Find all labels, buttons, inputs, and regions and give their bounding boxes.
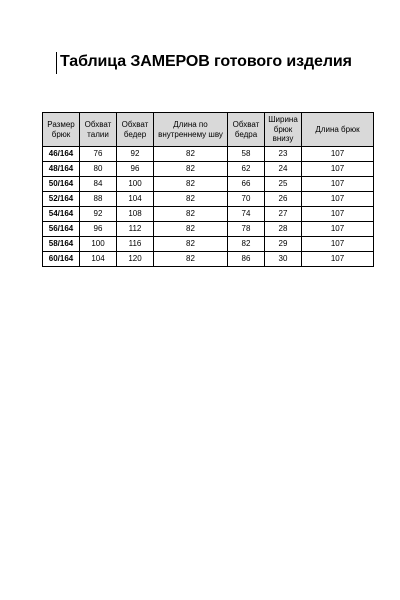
table-row [43,207,374,222]
document-title: Таблица ЗАМЕРОВ готового изделия [60,53,352,70]
cell-size: 52/164 [43,192,80,207]
table-row [43,192,374,207]
cell-hem-width: 28 [265,222,302,237]
table-row [43,147,374,162]
cell-size: 48/164 [43,162,80,177]
cell-hem-width: 23 [265,147,302,162]
cell-size: 54/164 [43,207,80,222]
cell-thigh: 82 [228,237,265,252]
table-row [43,252,374,267]
header-length: Длина брюк [302,113,374,147]
cell-hips: 116 [117,237,154,252]
cell-waist: 104 [80,252,117,267]
cell-hips: 100 [117,177,154,192]
header-inseam: Длина по внутреннему шву [154,113,228,147]
measurements-table [42,112,374,267]
cell-inseam: 82 [154,252,228,267]
cell-thigh: 70 [228,192,265,207]
text-cursor [56,52,57,74]
cell-waist: 96 [80,222,117,237]
table-row [43,237,374,252]
header-waist: Обхват талии [80,113,117,147]
cell-size: 50/164 [43,177,80,192]
header-size: Размер брюк [43,113,80,147]
cell-hem-width: 29 [265,237,302,252]
cell-hips: 120 [117,252,154,267]
cell-length: 107 [302,192,374,207]
cell-inseam: 82 [154,177,228,192]
cell-size: 58/164 [43,237,80,252]
cell-hips: 108 [117,207,154,222]
cell-length: 107 [302,147,374,162]
cell-inseam: 82 [154,222,228,237]
cell-size: 60/164 [43,252,80,267]
cell-thigh: 66 [228,177,265,192]
cell-length: 107 [302,222,374,237]
cell-hips: 104 [117,192,154,207]
cell-waist: 92 [80,207,117,222]
cell-thigh: 58 [228,147,265,162]
cell-inseam: 82 [154,162,228,177]
cell-waist: 76 [80,147,117,162]
table-header-row [43,113,374,147]
table-row [43,177,374,192]
cell-hem-width: 24 [265,162,302,177]
cell-inseam: 82 [154,237,228,252]
cell-waist: 88 [80,192,117,207]
header-thigh: Обхват бедра [228,113,265,147]
cell-size: 46/164 [43,147,80,162]
cell-hem-width: 25 [265,177,302,192]
table-row [43,222,374,237]
cell-length: 107 [302,177,374,192]
cell-length: 107 [302,162,374,177]
cell-hips: 96 [117,162,154,177]
cell-waist: 80 [80,162,117,177]
cell-inseam: 82 [154,192,228,207]
cell-hips: 92 [117,147,154,162]
cell-length: 107 [302,237,374,252]
cell-hem-width: 27 [265,207,302,222]
cell-hem-width: 30 [265,252,302,267]
cell-inseam: 82 [154,147,228,162]
header-hips: Обхват бедер [117,113,154,147]
cell-size: 56/164 [43,222,80,237]
cell-hem-width: 26 [265,192,302,207]
cell-waist: 84 [80,177,117,192]
cell-inseam: 82 [154,207,228,222]
cell-thigh: 86 [228,252,265,267]
cell-length: 107 [302,207,374,222]
header-hem-width: Ширина брюк внизу [265,113,302,147]
cell-thigh: 74 [228,207,265,222]
table-row [43,162,374,177]
cell-length: 107 [302,252,374,267]
cell-thigh: 62 [228,162,265,177]
cell-waist: 100 [80,237,117,252]
cell-hips: 112 [117,222,154,237]
cell-thigh: 78 [228,222,265,237]
